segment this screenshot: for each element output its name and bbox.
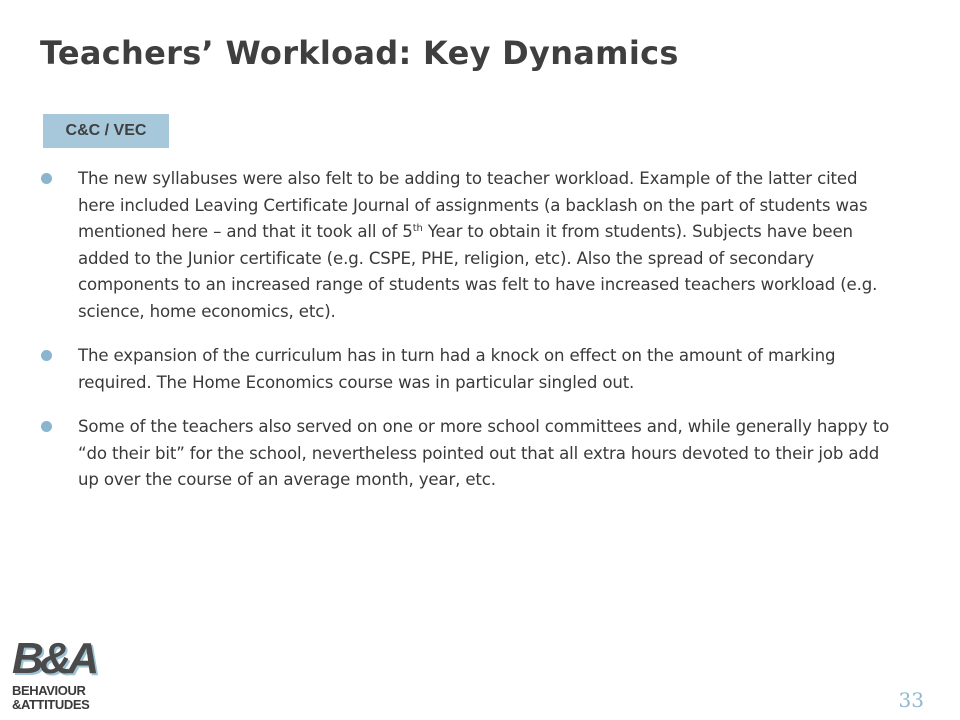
slide-title: Teachers’ Workload: Key Dynamics xyxy=(40,34,679,72)
bullet-item xyxy=(40,166,890,325)
page-number: 33 xyxy=(898,688,924,712)
category-tag: C&C / VEC xyxy=(43,114,169,148)
bullet-item xyxy=(40,343,890,396)
bullet-item xyxy=(40,414,890,494)
bullet-text: Some of the teachers also served on one or more school committees and, while generally happy to “do their bit” for the school, nevertheless pointed out that all extra hours devoted to their job add up over the course of an average month, year, etc. xyxy=(78,417,890,489)
logo-text-line1: BEHAVIOUR xyxy=(12,683,86,698)
superscript: th xyxy=(412,223,423,234)
bullet-dot-icon xyxy=(41,421,52,432)
logo-mark: B&A xyxy=(12,634,96,683)
bullet-text xyxy=(78,166,890,325)
bullet-text: The expansion of the curriculum has in turn had a knock on effect on the amount of marking required. The Home Economics course was in particular singled out. xyxy=(78,346,836,392)
logo-text-line2: &ATTITUDES xyxy=(12,697,90,712)
bullet-text-part: Year to obtain it from students). Subjects have been added to the Junior certificate (e.g. CSPE, PHE, religion, etc). Also the spread of secondary components to an increased range of students was felt to have increased teachers workload (e.g. science, home economics, etc). xyxy=(78,222,878,321)
company-logo xyxy=(12,636,106,710)
bullet-list xyxy=(40,166,890,512)
bullet-text-part: The new syllabuses were also felt to be adding to teacher workload. Example of the latter cited here included Leaving Certificate Journal of assignments (a backlash on the part of students was mentioned here – and that it took all of 5 xyxy=(78,169,868,241)
bullet-dot-icon xyxy=(41,173,52,184)
bullet-dot-icon xyxy=(41,350,52,361)
